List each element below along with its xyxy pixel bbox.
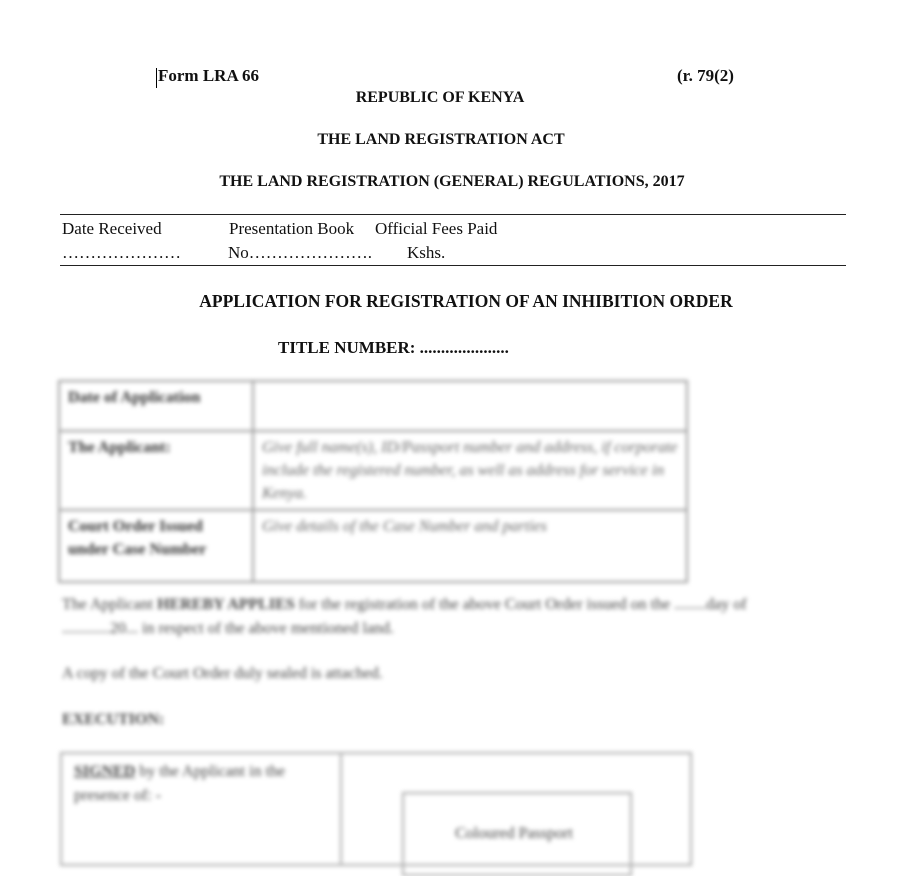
official-fees-label: Official Fees Paid [375, 219, 498, 238]
kshs-label: Kshs. [407, 243, 446, 262]
text-cursor [156, 68, 157, 88]
presentation-number: No…………………. [228, 243, 373, 262]
applicant-label: The Applicant: [59, 431, 253, 510]
table-row [59, 510, 687, 582]
para-rest: for the registration of the above Court Order issued on the ........day of ............20... in respect of the above mentioned land. [62, 596, 747, 637]
table-row [59, 381, 687, 431]
table-row [59, 431, 687, 510]
court-order-instructions: Give details of the Case Number and parties [253, 510, 687, 582]
bottom-rule [60, 265, 846, 266]
date-of-application-label: Date of Application [59, 381, 253, 431]
photo-box [402, 792, 632, 876]
execution-heading: EXECUTION: [62, 711, 165, 728]
hereby-applies: HEREBY APPLIES [157, 596, 295, 613]
signed-bold: SIGNED [74, 763, 136, 780]
court-order-label: Court Order Issued under Case Number [59, 510, 253, 582]
application-paragraph [62, 593, 802, 641]
presentation-book-label: Presentation Book [229, 219, 355, 238]
republic-heading: REPUBLIC OF KENYA [355, 89, 525, 106]
regulations-heading: THE LAND REGISTRATION (GENERAL) REGULATIONS, 2017 [219, 173, 685, 190]
signed-rest: by the Applicant in the presence of: - [74, 763, 286, 804]
top-rule [60, 214, 846, 215]
photo-label: Coloured Passport [455, 825, 573, 842]
form-number: Form LRA 66 [158, 66, 260, 85]
execution-divider [340, 754, 342, 864]
para-prefix: The Applicant [62, 596, 158, 613]
application-title: APPLICATION FOR REGISTRATION OF AN INHIBITION ORDER [199, 291, 733, 311]
execution-table [60, 752, 692, 866]
title-number: TITLE NUMBER: ..................... [278, 338, 509, 357]
act-heading: THE LAND REGISTRATION ACT [317, 131, 565, 148]
date-received-label: Date Received [62, 219, 162, 238]
details-table [58, 380, 688, 583]
copy-attached-text: A copy of the Court Order duly sealed is attached. [62, 665, 383, 682]
date-received-dots: ………………… [62, 243, 181, 262]
rule-reference: (r. 79(2) [677, 66, 734, 85]
date-of-application-value [253, 381, 687, 431]
applicant-instructions: Give full name(s), ID/Passport number and address, if corporate include the registered number, as well as address for service in Kenya. [253, 431, 687, 510]
signed-text [74, 760, 324, 808]
